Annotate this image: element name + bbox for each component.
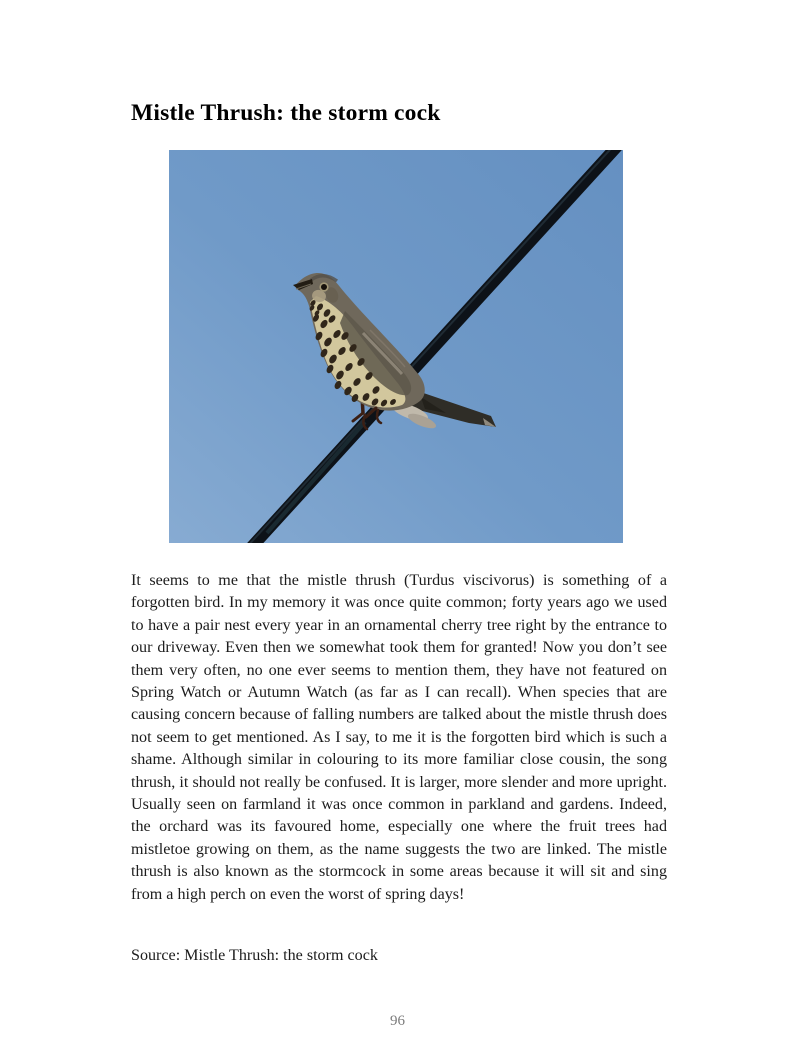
bird-photo bbox=[169, 150, 623, 543]
body-paragraph: It seems to me that the mistle thrush (Turdus viscivorus) is something of a forgotten bird. In my memory it was once quite common; forty years ago we used to have a pair nest every year in an ornamental cherry tree right by the entrance to our driveway. Even then we somewhat took them for granted! Now you don’t see them very often, no one ever seems to mention them, they have not featured on Spring Watch or Autumn Watch (as far as I can recall). When species that are causing concern because of falling numbers are talked about the mistle thrush does not seem to get mentioned. As I say, to me it is the forgotten bird which is such a shame. Although similar in colouring to its more familiar close cousin, the song thrush, it should not really be confused. It is larger, more slender and more upright. Usually seen on farmland it was once common in parkland and gardens. Indeed, the orchard was its favoured home, especially one where the fruit trees had mistletoe growing on them, as the name suggests the two are linked. The mistle thrush is also known as the stormcock in some areas because it will sit and sing from a high perch on even the worst of spring days! bbox=[131, 572, 667, 903]
page-number: 96 bbox=[390, 1013, 405, 1029]
source-line: Source: Mistle Thrush: the storm cock bbox=[131, 947, 378, 964]
page-title: Mistle Thrush: the storm cock bbox=[131, 100, 441, 126]
bird-photo-illustration bbox=[169, 150, 623, 543]
